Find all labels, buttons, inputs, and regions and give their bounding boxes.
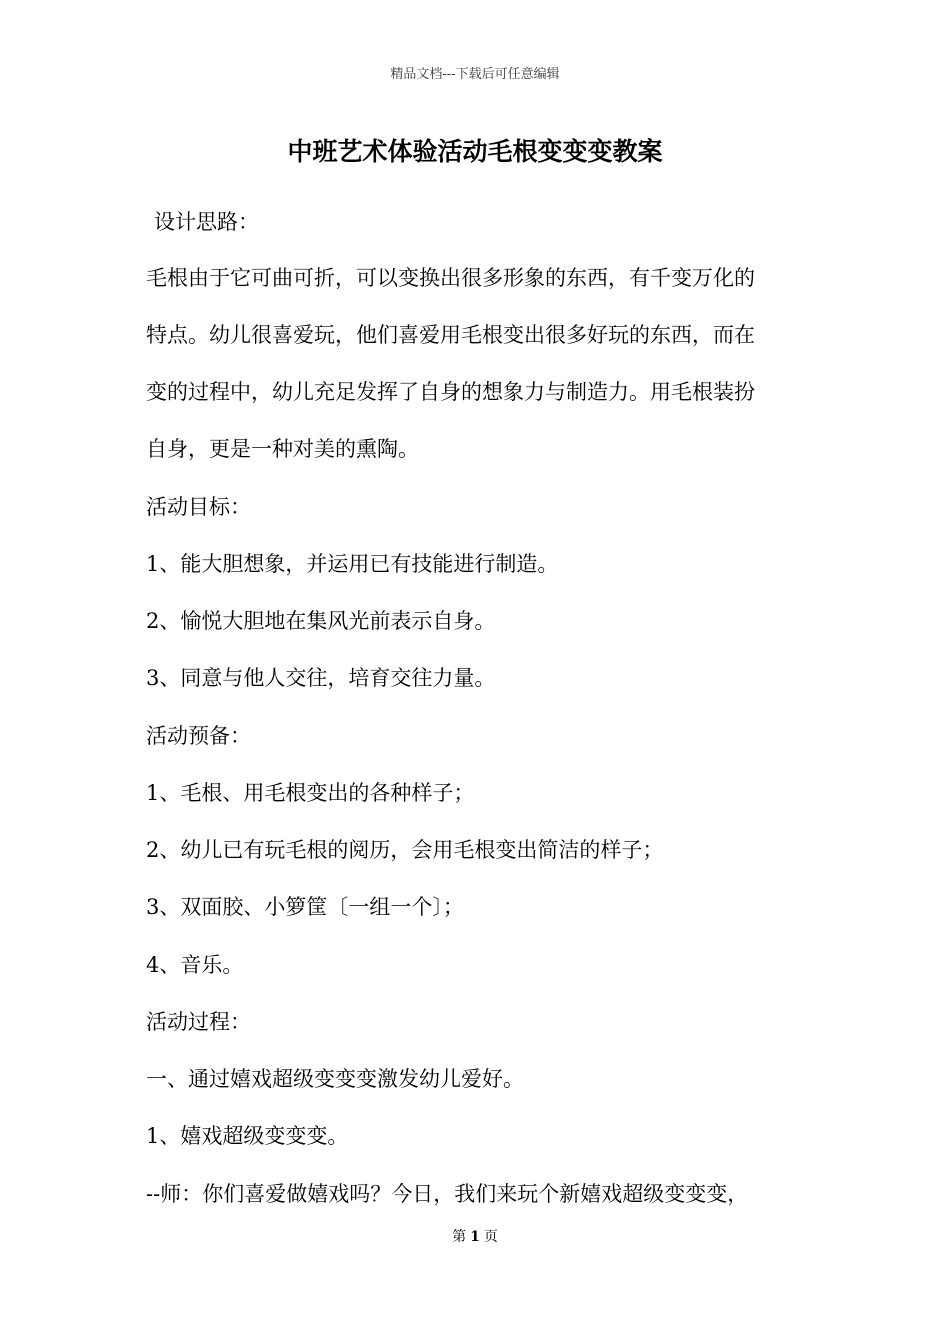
document-title: 中班艺术体验活动毛根变变变教案 bbox=[287, 137, 663, 166]
page-number: 1 bbox=[470, 1229, 480, 1245]
page-label-suffix: 页 bbox=[483, 1229, 498, 1245]
page-footer bbox=[0, 1228, 950, 1246]
list-item: 4、音乐。 bbox=[146, 953, 244, 977]
list-item: 3、同意与他人交往，培育交往力量。 bbox=[146, 666, 496, 690]
section-heading-design: 设计思路： bbox=[154, 210, 259, 234]
list-item: 1、毛根、用毛根变出的各种样子； bbox=[146, 781, 475, 805]
list-item: 1、嬉戏超级变变变。 bbox=[146, 1124, 349, 1148]
section-heading-preparation: 活动预备： bbox=[146, 724, 251, 748]
list-item: 2、幼儿已有玩毛根的阅历，会用毛根变出简洁的样子； bbox=[146, 838, 664, 862]
page-header: 精品文档---下载后可任意编辑 bbox=[390, 67, 560, 82]
section-heading-goals: 活动目标： bbox=[146, 495, 251, 519]
list-item: 3、双面胶、小箩筐〔一组一个〕； bbox=[146, 895, 464, 919]
list-item: 一、通过嬉戏超级变变变激发幼儿爱好。 bbox=[146, 1067, 524, 1091]
list-item: 1、能大胆想象，并运用已有技能进行制造。 bbox=[146, 552, 559, 576]
list-item: 2、愉悦大胆地在集风光前表示自身。 bbox=[146, 609, 496, 633]
page-label-prefix: 第 bbox=[452, 1229, 467, 1245]
paragraph-line: --师：你们喜爱做嬉戏吗？今日，我们来玩个新嬉戏超级变变变， bbox=[146, 1182, 749, 1206]
paragraph-line: 自身，更是一种对美的熏陶。 bbox=[146, 437, 419, 461]
paragraph-line: 特点。幼儿很喜爱玩，他们喜爱用毛根变出很多好玩的东西，而在 bbox=[146, 323, 755, 347]
paragraph-line: 变的过程中，幼儿充足发挥了自身的想象力与制造力。用毛根装扮 bbox=[146, 380, 755, 404]
section-heading-process: 活动过程： bbox=[146, 1010, 251, 1034]
paragraph-line: 毛根由于它可曲可折，可以变换出很多形象的东西，有千变万化的 bbox=[146, 266, 755, 290]
